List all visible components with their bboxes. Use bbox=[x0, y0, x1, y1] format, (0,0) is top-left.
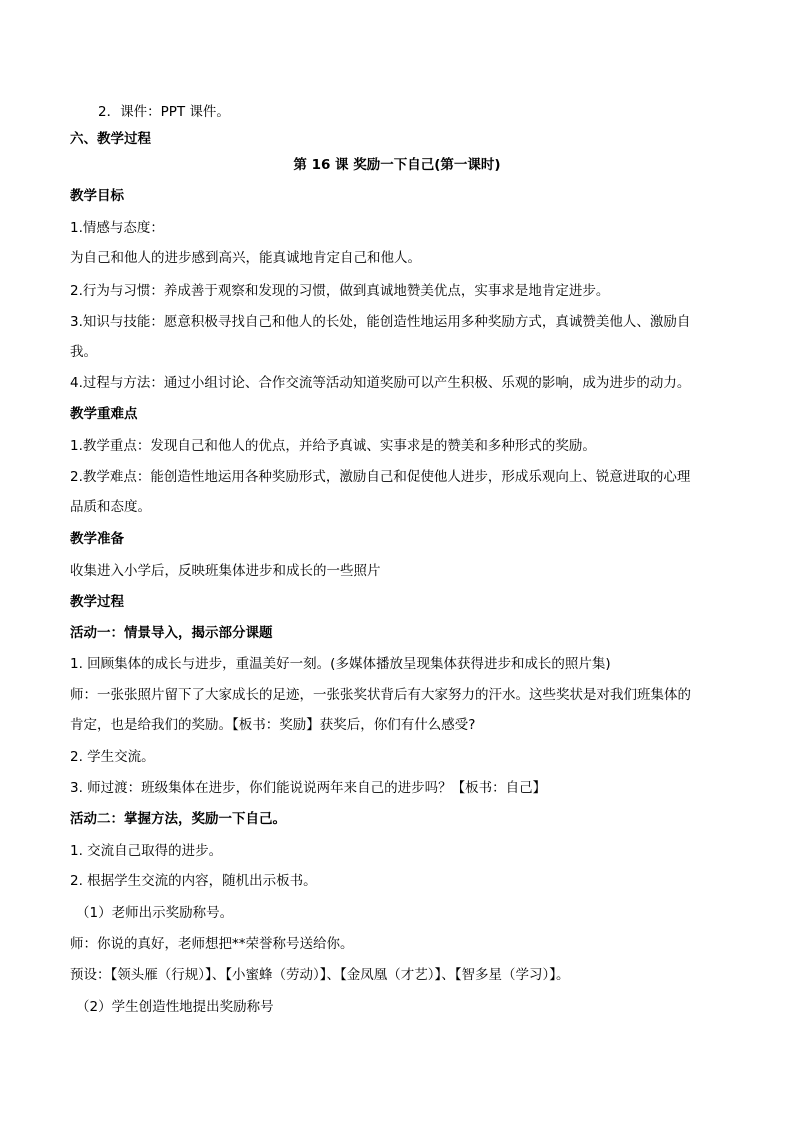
paragraph: 1. 交流自己取得的进步。 bbox=[70, 843, 223, 859]
paragraph: 1.教学重点：发现自己和他人的优点，并给予真诚、实事求是的赞美和多种形式的奖励。 bbox=[70, 438, 596, 454]
subheading-key-points: 教学重难点 bbox=[70, 406, 138, 422]
paragraph: 2.教学难点：能创造性地运用各种奖励形式，激励自己和促使他人进步，形成乐观向上、锐意进取的心理 bbox=[70, 469, 691, 485]
paragraph: 1. 回顾集体的成长与进步，重温美好一刻。(多媒体播放呈现集体获得进步和成长的照片集) bbox=[70, 656, 611, 672]
paragraph: 我。 bbox=[70, 344, 97, 360]
paragraph: 师：一张张照片留下了大家成长的足迹，一张张奖状背后有大家努力的汗水。这些奖状是对我们班集体的 bbox=[70, 687, 691, 703]
material-item: 2．课件：PPT 课件。 bbox=[98, 104, 230, 120]
paragraph: 2. 根据学生交流的内容，随机出示板书。 bbox=[70, 873, 317, 889]
paragraph: （2）学生创造性地提出奖励称号 bbox=[76, 999, 274, 1015]
paragraph: 2.行为与习惯：养成善于观察和发现的习惯，做到真诚地赞美优点，实事求是地肯定进步。 bbox=[70, 283, 610, 299]
paragraph: （1）老师出示奖励称号。 bbox=[76, 905, 234, 921]
paragraph: 3. 师过渡：班级集体在进步，你们能说说两年来自己的进步吗？【板书：自己】 bbox=[70, 780, 547, 796]
paragraph: 品质和态度。 bbox=[70, 499, 151, 515]
paragraph: 3.知识与技能：愿意积极寻找自己和他人的长处，能创造性地运用多种奖励方式，真诚赞美他人、激励自 bbox=[70, 314, 691, 330]
paragraph: 1.情感与态度： bbox=[70, 220, 164, 236]
activity-two-heading: 活动二：掌握方法，奖励一下自己。 bbox=[70, 811, 286, 827]
paragraph: 预设：【领头雁（行规）】、【小蜜蜂（劳动）】、【金凤凰（才艺）】、【智多星（学习）】。 bbox=[70, 967, 570, 983]
subheading-objectives: 教学目标 bbox=[70, 188, 124, 204]
subheading-preparation: 教学准备 bbox=[70, 531, 124, 547]
paragraph: 肯定，也是给我们的奖励。【板书：奖励】获奖后，你们有什么感受? bbox=[70, 717, 476, 733]
paragraph: 2. 学生交流。 bbox=[70, 749, 155, 765]
section-heading: 六、教学过程 bbox=[70, 131, 151, 147]
lesson-title: 第 16 课 奖励一下自己(第一课时) bbox=[293, 157, 501, 173]
activity-one-heading: 活动一：情景导入，揭示部分课题 bbox=[70, 625, 273, 641]
paragraph: 4.过程与方法：通过小组讨论、合作交流等活动知道奖励可以产生积极、乐观的影响，成为进步的动力。 bbox=[70, 375, 691, 391]
subheading-process: 教学过程 bbox=[70, 594, 124, 610]
paragraph: 为自己和他人的进步感到高兴，能真诚地肯定自己和他人。 bbox=[70, 250, 421, 266]
paragraph: 师：你说的真好，老师想把**荣誉称号送给你。 bbox=[70, 936, 354, 952]
paragraph: 收集进入小学后，反映班集体进步和成长的一些照片 bbox=[70, 563, 381, 579]
